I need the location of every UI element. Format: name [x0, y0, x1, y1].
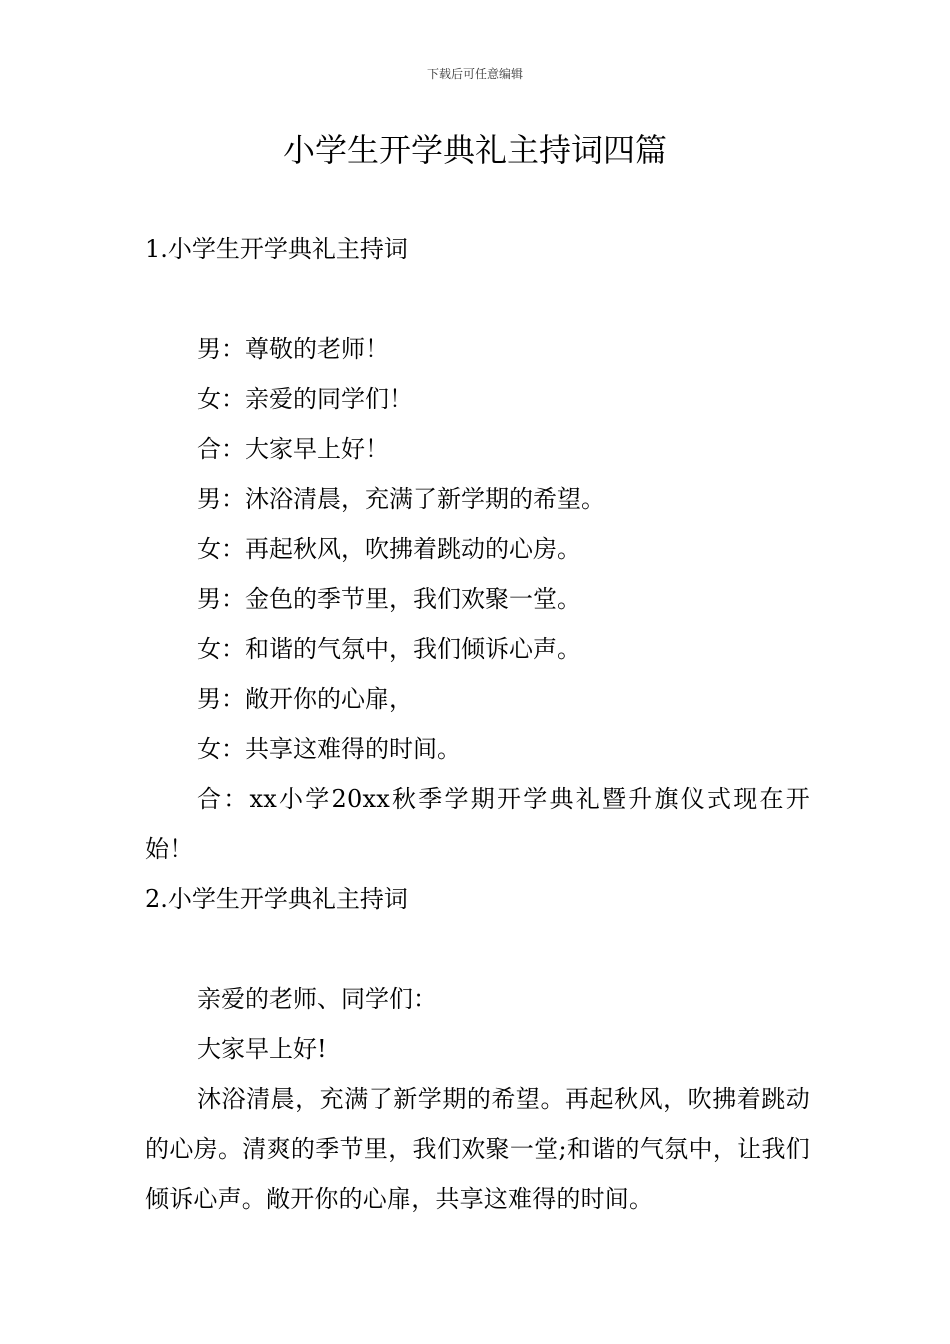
- dialogue-line: 女：亲爱的同学们！: [197, 385, 413, 413]
- section-2-heading: 2.小学生开学典礼主持词: [145, 885, 408, 913]
- section-1-heading: 1.小学生开学典礼主持词: [145, 235, 408, 263]
- dialogue-line: 男：金色的季节里，我们欢聚一堂。: [197, 585, 581, 613]
- dialogue-line: 女：再起秋风，吹拂着跳动的心房。: [197, 535, 581, 563]
- morning-line: 大家早上好!: [197, 1035, 327, 1063]
- dialogue-line: 男：沐浴清晨，充满了新学期的希望。: [197, 485, 605, 513]
- dialogue-line: 男：敞开你的心扉，: [197, 685, 413, 713]
- blank-line: [145, 274, 810, 324]
- blank-line: [145, 924, 810, 974]
- dialogue-line: 合：大家早上好！: [197, 435, 389, 463]
- dialogue-line: 女：共享这难得的时间。: [197, 735, 461, 763]
- header-note: 下载后可任意编辑: [426, 67, 523, 81]
- dialogue-closing-line: 合：xx小学20xx秋季学期开学典礼暨升旗仪式现在开始！: [145, 785, 810, 863]
- dialogue-line: 女：和谐的气氛中，我们倾诉心声。: [197, 635, 581, 663]
- document-body: [145, 224, 810, 1224]
- body-paragraph: 沐浴清晨，充满了新学期的希望。再起秋风，吹拂着跳动的心房。清爽的季节里，我们欢聚一堂;和谐的气氛中，让我们倾诉心声。敞开你的心扉，共享这难得的时间。: [145, 1085, 810, 1213]
- document-title: 小学生开学典礼主持词四篇: [282, 131, 667, 169]
- greeting-line: 亲爱的老师、同学们：: [197, 985, 437, 1013]
- dialogue-line: 男：尊敬的老师！: [197, 335, 389, 363]
